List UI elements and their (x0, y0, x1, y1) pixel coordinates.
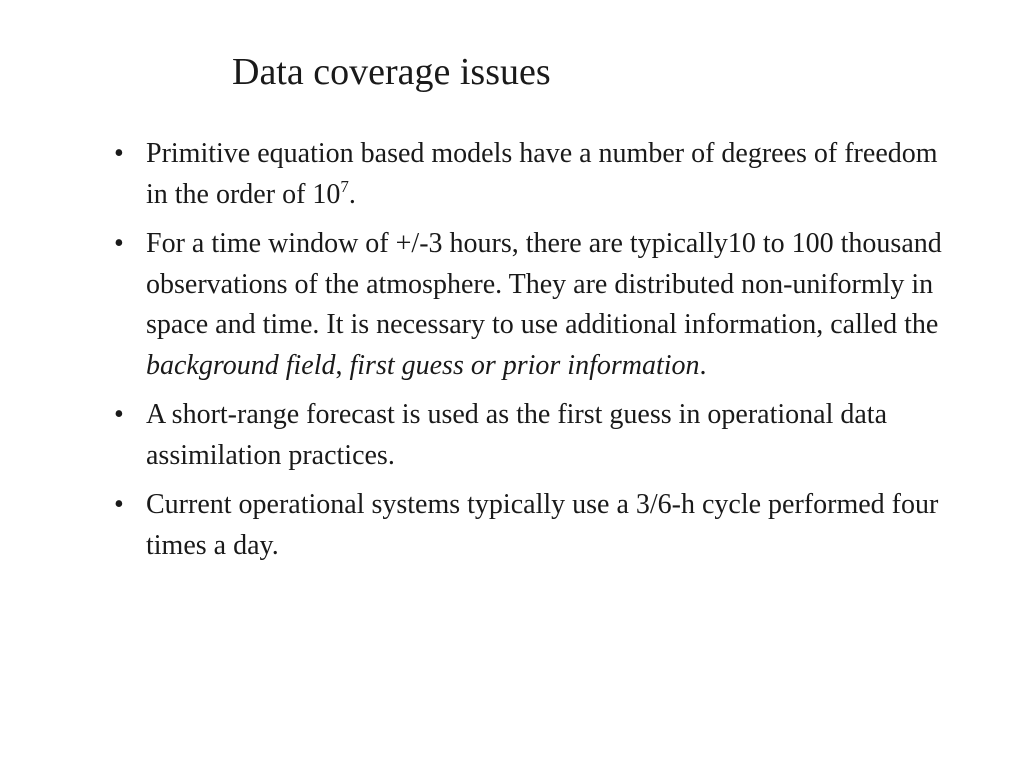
bullet-text-segment: For a time window of +/-3 hours, there are typically10 to 100 thousand observations of the atmosphere. They are distributed non-uniformly in space and time. It is necessary to use additional information, called the (146, 228, 942, 340)
bullet-marker: • (114, 399, 124, 430)
bullet-text (146, 489, 938, 561)
bullet-text-segment: . (699, 349, 707, 381)
bullet-marker: • (114, 138, 124, 169)
bullet-item-observations (110, 224, 960, 386)
italic-term-first-guess: first guess or prior information (349, 349, 700, 381)
bullet-text-segment: Primitive equation based models have a number of degrees of freedom in the order of 10 (146, 138, 938, 210)
bullet-text (146, 228, 942, 381)
bullet-text-segment: Current operational systems typically use a 3/6-h cycle performed four times a day. (146, 489, 939, 561)
bullet-marker: • (114, 489, 124, 520)
bullet-marker: • (114, 228, 124, 259)
bullet-text-segment: . (348, 178, 356, 210)
bullet-list (110, 134, 960, 575)
slide-title: Data coverage issues (232, 51, 551, 93)
bullet-item-operational-cycle (110, 485, 960, 566)
italic-term-background-field: background field (146, 349, 336, 381)
bullet-text-segment: A short-range forecast is used as the first guess in operational data assimilation practices. (146, 399, 888, 471)
bullet-item-degrees-of-freedom (110, 134, 960, 215)
bullet-text (146, 138, 938, 210)
bullet-text (146, 399, 887, 471)
bullet-item-short-range-forecast (110, 395, 960, 476)
bullet-text-segment: , (335, 349, 350, 381)
exponent-superscript: 7 (340, 176, 349, 196)
